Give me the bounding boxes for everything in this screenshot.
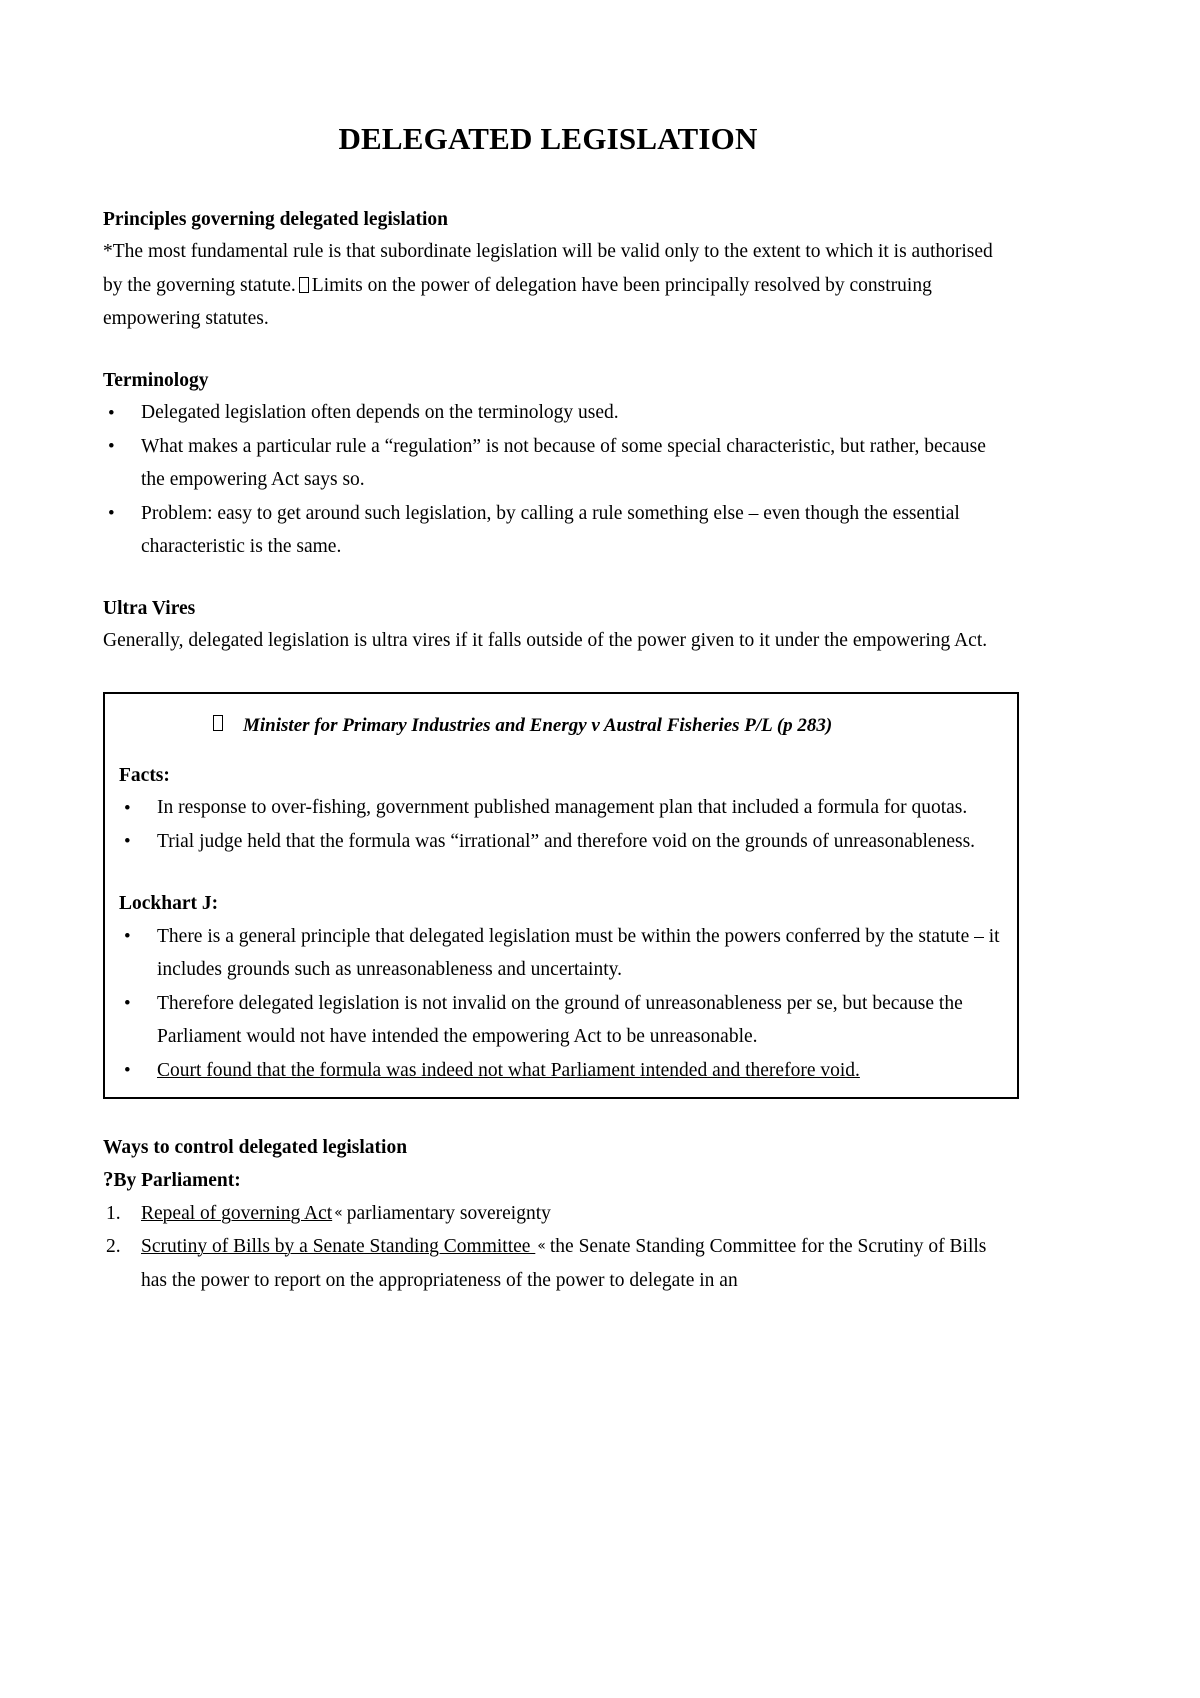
list-item-text: parliamentary sovereignty bbox=[346, 1202, 551, 1224]
case-judgment-group bbox=[119, 888, 1003, 1087]
list-item-text: In response to over-fishing, government published management plan that included a formula for quotas. bbox=[157, 797, 968, 819]
section-controls bbox=[103, 1133, 993, 1297]
case-citation bbox=[119, 712, 1003, 741]
spacer bbox=[103, 336, 993, 366]
list-number: 2. bbox=[106, 1236, 121, 1258]
facts-heading: Facts: bbox=[119, 765, 170, 787]
list-item bbox=[119, 825, 1003, 859]
facts-bullet-list bbox=[119, 791, 1003, 858]
case-facts-group bbox=[119, 760, 1003, 858]
controls-subheading-text: By Parliament: bbox=[113, 1170, 241, 1192]
page-title: DELEGATED LEGISLATION bbox=[338, 121, 758, 156]
section-heading-controls: Ways to control delegated legislation bbox=[103, 1137, 408, 1159]
spacer bbox=[103, 658, 993, 692]
principles-paragraph-part2: Limits on the power of delegation have been principally resolved by construing empowering statutes. bbox=[103, 274, 932, 330]
section-principles bbox=[103, 205, 993, 336]
bullet-icon: • bbox=[124, 831, 131, 853]
list-item-text: Trial judge held that the formula was “irrational” and therefore void on the grounds of unreasonableness. bbox=[157, 830, 976, 852]
list-item-text: There is a general principle that delegated legislation must be within the powers conferred by the statute – it includes grounds such as unreasonableness and uncertainty. bbox=[157, 925, 1000, 981]
spacer bbox=[119, 740, 1003, 760]
question-mark-glyph-icon: ? bbox=[103, 1167, 114, 1192]
list-item bbox=[119, 987, 1003, 1054]
section-ultra-vires bbox=[103, 594, 993, 658]
list-item-text: What makes a particular rule a “regulation” is not because of some special characteristic, but rather, because the empowering Act says so. bbox=[141, 435, 986, 491]
list-item bbox=[103, 1197, 993, 1231]
document-body bbox=[103, 120, 1000, 1297]
missing-character-box-icon bbox=[299, 277, 309, 293]
missing-character-box-icon bbox=[213, 715, 223, 731]
judgment-bullet-list bbox=[119, 920, 1003, 1088]
bullet-icon: • bbox=[108, 436, 115, 458]
section-heading-principles: Principles governing delegated legislation bbox=[103, 209, 449, 231]
arrow-glyph-icon: « bbox=[537, 1238, 546, 1255]
terminology-bullet-list bbox=[103, 396, 993, 564]
arrow-glyph-icon: « bbox=[334, 1204, 343, 1221]
list-item bbox=[103, 396, 993, 430]
bullet-icon: • bbox=[108, 402, 115, 424]
controls-numbered-list bbox=[103, 1197, 993, 1298]
controls-subheading bbox=[103, 1163, 993, 1196]
list-item-label: Scrutiny of Bills by a Senate Standing Committee bbox=[141, 1236, 536, 1258]
bullet-icon: • bbox=[124, 797, 131, 819]
case-summary-box bbox=[103, 692, 1019, 1100]
list-item bbox=[103, 497, 993, 564]
list-item-text: Problem: easy to get around such legislation, by calling a rule something else – even though the essential characteristic is the same. bbox=[141, 502, 960, 558]
judge-heading: Lockhart J: bbox=[119, 893, 219, 915]
principles-paragraph bbox=[103, 235, 993, 336]
list-item-text: Therefore delegated legislation is not invalid on the ground of unreasonableness per se, but because the Parliament would not have intended the empowering Act to be unreasonable. bbox=[157, 992, 963, 1048]
list-item bbox=[103, 1230, 993, 1297]
list-item-label: Repeal of governing Act bbox=[141, 1202, 333, 1224]
bullet-icon: • bbox=[124, 1060, 131, 1082]
list-item bbox=[103, 430, 993, 497]
list-item bbox=[119, 920, 1003, 987]
bullet-icon: • bbox=[108, 503, 115, 525]
principles-paragraph-part1: *The most fundamental rule is that subordinate legislation will be valid only to the extent to which it is authorised by the governing statute. bbox=[103, 241, 993, 296]
list-item-text: the Senate Standing Committee for the Scrutiny of Bills has the power to report on the appropriateness of the power to delegate in an bbox=[141, 1236, 987, 1291]
list-number: 1. bbox=[106, 1202, 121, 1224]
bullet-icon: • bbox=[124, 925, 131, 947]
spacer bbox=[103, 157, 993, 205]
spacer bbox=[103, 1099, 993, 1133]
list-item-text: Delegated legislation often depends on the terminology used. bbox=[141, 402, 619, 424]
section-heading-terminology: Terminology bbox=[103, 370, 209, 391]
spacer bbox=[119, 858, 1003, 888]
list-item bbox=[119, 1054, 1003, 1088]
case-name: Minister for Primary Industries and Energy v Austral Fisheries P/L (p 283) bbox=[243, 714, 833, 736]
section-terminology bbox=[103, 366, 993, 564]
ultra-vires-paragraph: Generally, delegated legislation is ultra vires if it falls outside of the power given to it under the empowering Act. bbox=[103, 630, 988, 652]
list-item-text: Court found that the formula was indeed not what Parliament intended and therefore void. bbox=[157, 1059, 860, 1081]
bullet-icon: • bbox=[124, 992, 131, 1014]
spacer bbox=[103, 564, 993, 594]
list-item bbox=[119, 791, 1003, 825]
section-heading-ultra-vires: Ultra Vires bbox=[103, 597, 196, 619]
